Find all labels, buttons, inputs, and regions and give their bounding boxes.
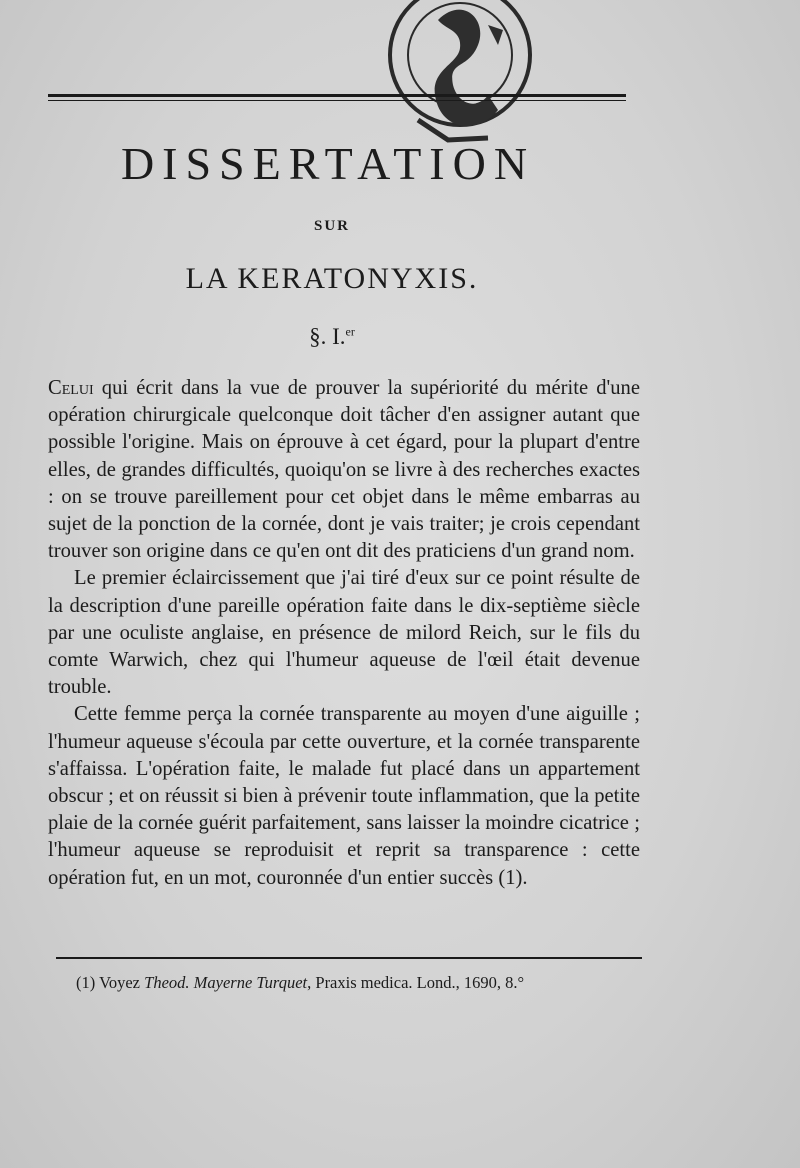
title-connector: SUR <box>313 218 350 234</box>
paragraph-3: Cette femme perça la cornée transparente au moyen d'une aiguille ; l'humeur aqueuse s'écoula par cette ouverture, et la cornée transparente s'affaissa. L'opération faite, le malade fut placé dans un appartement obscur ; et on réussit si bien à prévenir toute inflammation, que la petite plaie de la cornée guérit parfaitement, sans laisser la moindre cicatrice ; l'humeur aqueuse se reproduisit et reprit sa transparence : cette opération fut, en un mot, couronnée d'un entier succès (1). <box>48 703 640 889</box>
body-text <box>48 375 640 892</box>
top-rule-thin <box>48 100 626 101</box>
section-heading <box>48 324 616 350</box>
library-stamp <box>368 0 538 150</box>
footnote-author: Theod. Mayerne Turquet <box>144 973 308 992</box>
paragraph-1 <box>48 375 640 565</box>
footnote-rule <box>56 957 642 959</box>
section-mark-superscript: er <box>345 324 355 339</box>
paragraph-1-text: qui écrit dans la vue de prouver la supériorité du mérite d'une opération chirurgicale quelconque doit tâcher d'en assigner autant que possible l'origine. Mais on éprouve à cet égard, pour la plupart d'entre elles, de grandes difficultés, quoiqu'on se livre à des recherches exactes : on se trouve pareillement pour cet objet dans le même embarras au sujet de la ponction de la cornée, dont je vais traiter; je crois cependant trouver son origine dans ce qu'en ont dit des praticiens d'un grand nom. <box>48 377 640 563</box>
document-title: DISSERTATION <box>120 138 536 189</box>
top-rule-thick <box>48 94 626 97</box>
footnote-prefix: (1) Voyez <box>76 973 145 992</box>
footnote <box>76 973 636 993</box>
paragraph-1-lead: Celui <box>48 377 94 399</box>
paragraph-2: Le premier éclaircissement que j'ai tiré d'eux sur ce point résulte de la description d'une pareille opération faite dans le dix-septième siècle par une oculiste anglaise, en présence de milord Reich, sur le fils du comte Warwich, chez qui l'humeur aqueuse de l'œil était devenue trouble. <box>48 567 640 699</box>
document-subject: LA KERATONYXIS. <box>185 262 479 295</box>
footnote-suffix: , Praxis medica. Lond., 1690, 8.° <box>307 973 525 992</box>
section-mark: §. I. <box>309 324 346 349</box>
